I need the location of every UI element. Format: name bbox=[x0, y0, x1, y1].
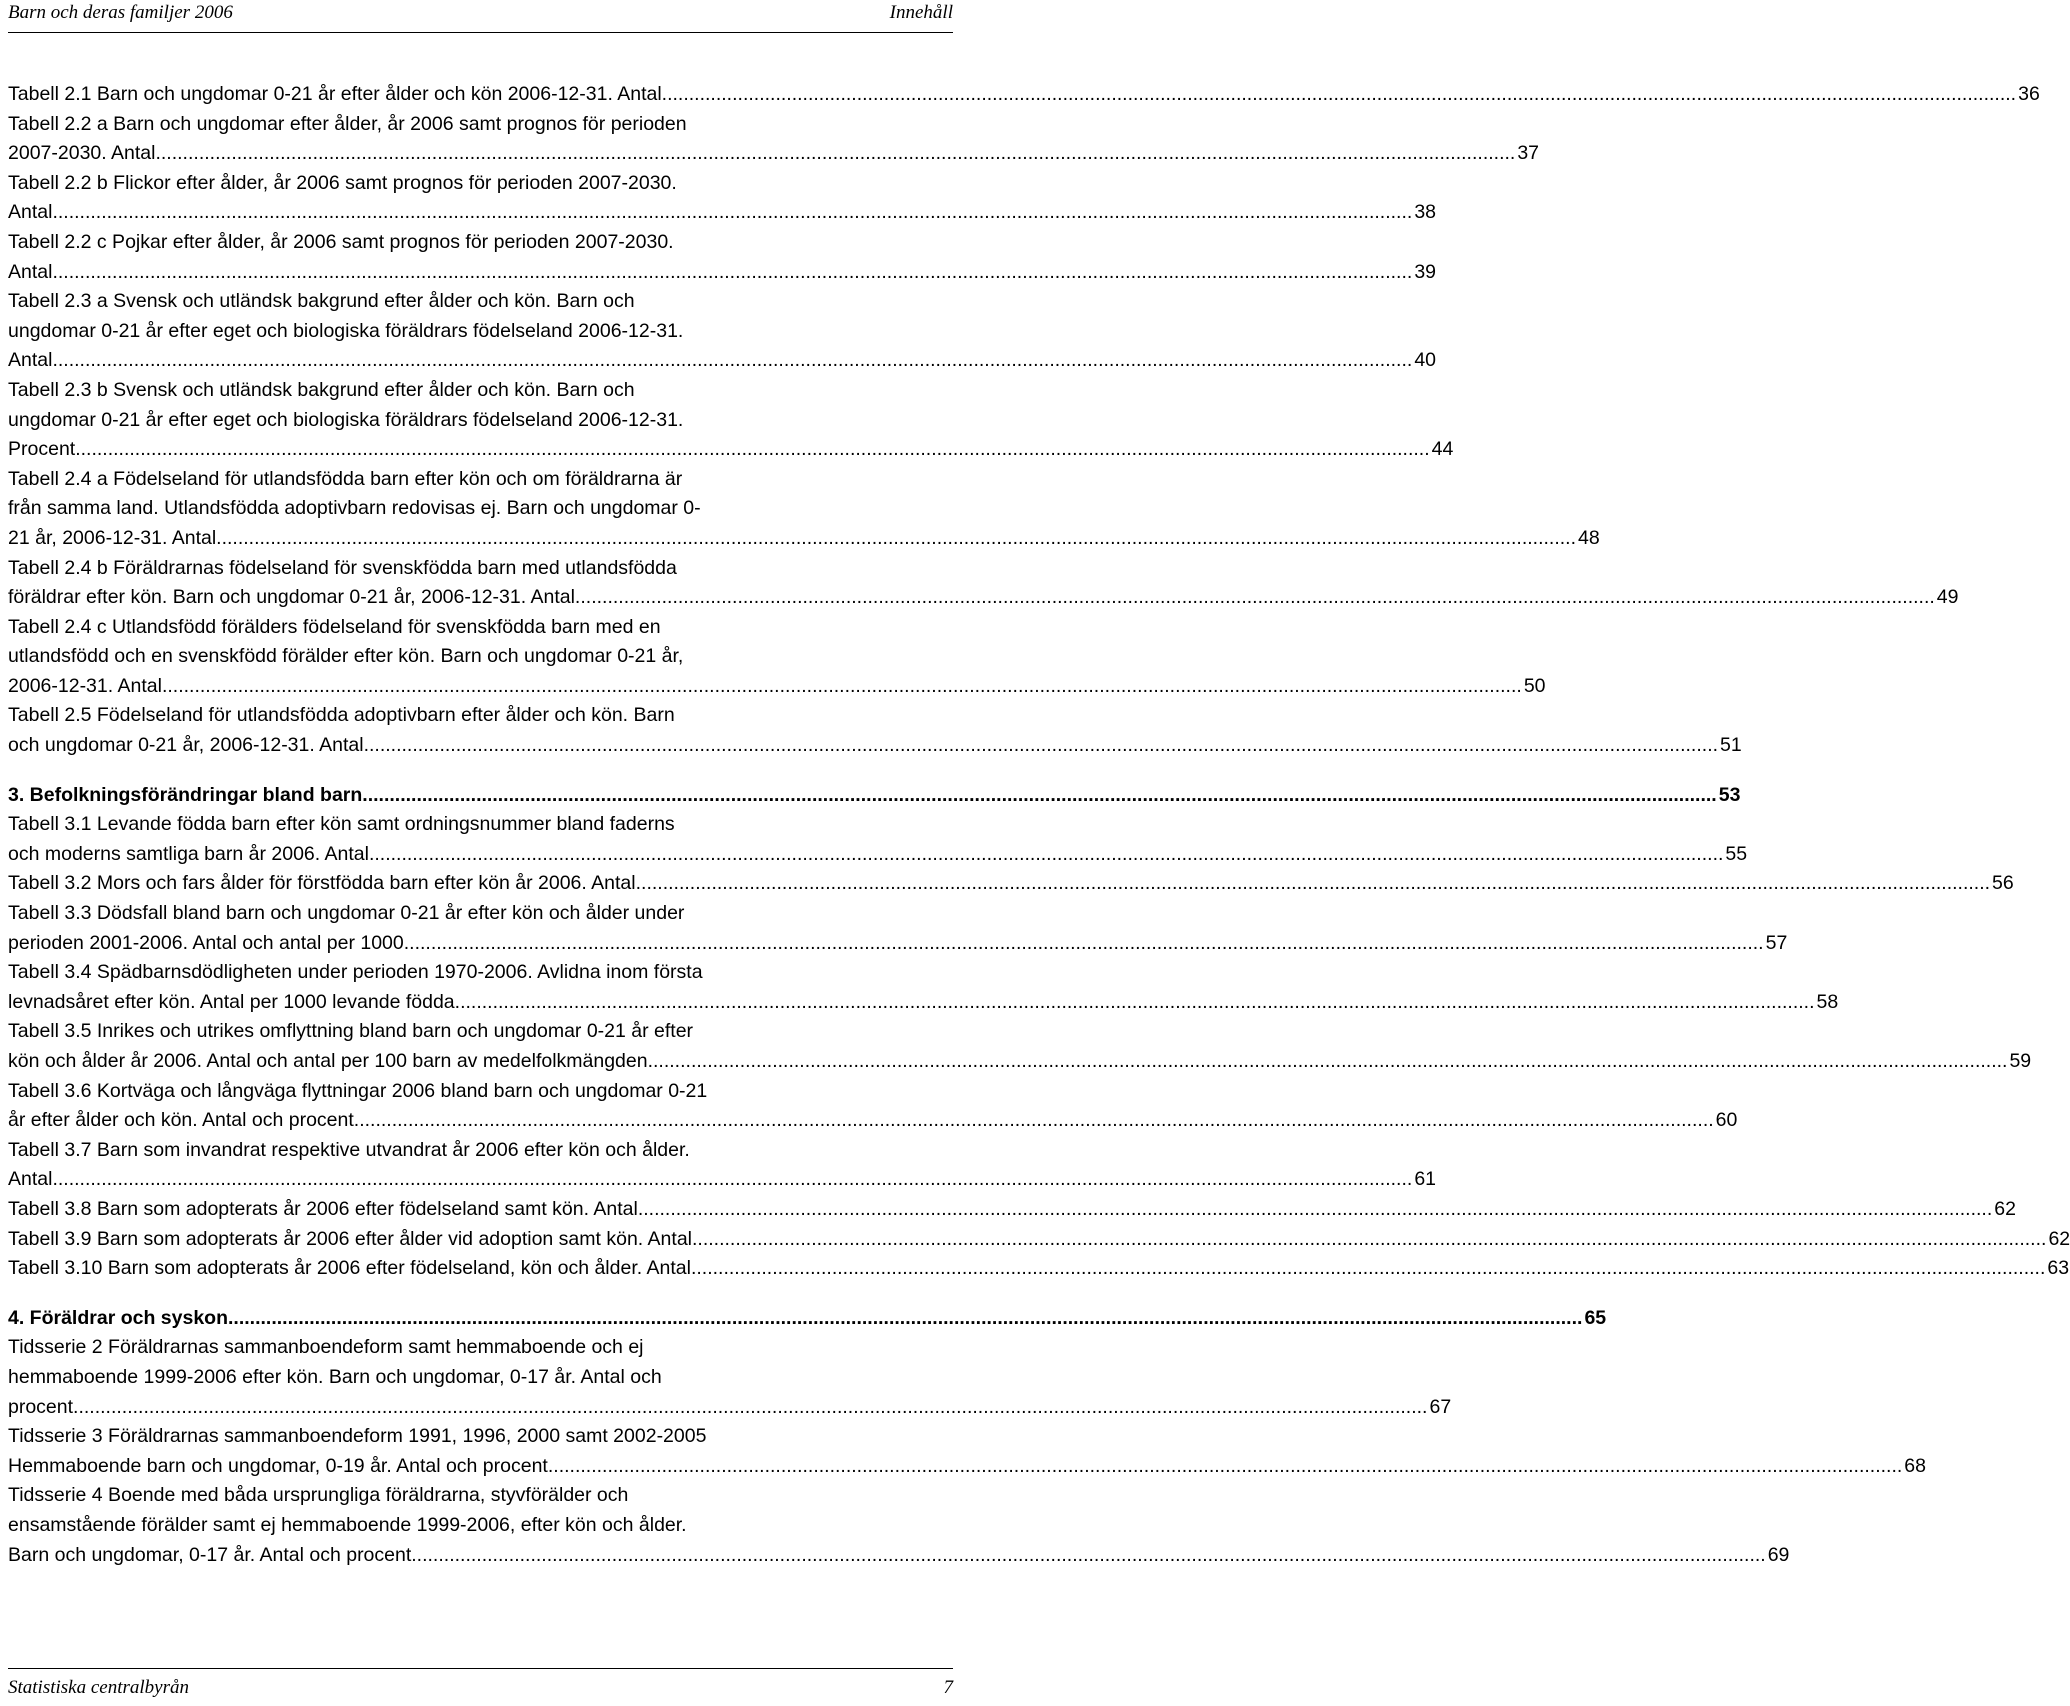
toc-entry-line: Tabell 3.1 Levande födda barn efter kön samt ordningsnummer bland faderns bbox=[8, 813, 675, 836]
toc-entry[interactable] bbox=[8, 899, 1788, 958]
toc-entry[interactable] bbox=[8, 465, 1600, 554]
toc-entry[interactable] bbox=[8, 554, 1959, 613]
toc-page-number: 63 bbox=[2047, 1257, 2070, 1280]
toc-entry-line: 3. Befolkningsförändringar bland barn bbox=[8, 783, 363, 806]
table-of-contents bbox=[8, 80, 2070, 1570]
toc-entry-line: 2007-2030. Antal. bbox=[8, 142, 161, 165]
toc-entry[interactable] bbox=[8, 958, 1839, 1017]
toc-entry[interactable] bbox=[8, 1254, 2070, 1284]
toc-leader-row bbox=[8, 139, 1540, 169]
toc-entry-line: 4. Föräldrar och syskon bbox=[8, 1306, 228, 1329]
toc-entry-line: Antal. bbox=[8, 349, 58, 372]
toc-entry[interactable] bbox=[8, 810, 1748, 869]
toc-leader-row bbox=[8, 840, 1748, 870]
toc-leader-row bbox=[8, 988, 1839, 1018]
toc-entry-line: Tabell 2.3 a Svensk och utländsk bakgrund efter ålder och kön. Barn och bbox=[8, 290, 635, 313]
page-header bbox=[8, 0, 953, 33]
toc-dot-leader: .......................................................................................................................................................................................................................................................... bbox=[75, 438, 1430, 461]
toc-entry[interactable] bbox=[8, 701, 1742, 760]
toc-page-number: 57 bbox=[1765, 931, 1788, 954]
toc-entry-line: perioden 2001-2006. Antal och antal per 1000. bbox=[8, 931, 410, 954]
toc-dot-leader: .......................................................................................................................................................................................................................................................... bbox=[221, 526, 1577, 549]
toc-dot-leader: .......................................................................................................................................................................................................................................................... bbox=[409, 931, 1764, 954]
toc-dot-leader: .......................................................................................................................................................................................................................................................... bbox=[57, 1168, 1413, 1191]
toc-entry-line: Tabell 3.2 Mors och fars ålder för förstfödda barn efter kön år 2006. Antal bbox=[8, 872, 636, 895]
toc-entry-line: utlandsfödd och en svenskfödd förälder efter kön. Barn och ungdomar 0-21 år, bbox=[8, 645, 684, 668]
toc-entry-line: Procent bbox=[8, 438, 76, 461]
toc-entry-line: Tabell 3.5 Inrikes och utrikes omflyttning bland barn och ungdomar 0-21 år efter bbox=[8, 1020, 694, 1043]
toc-dot-leader: .......................................................................................................................................................................................................................................................... bbox=[362, 783, 1717, 806]
toc-entry[interactable] bbox=[8, 1195, 2016, 1225]
toc-leader-row bbox=[8, 1393, 1452, 1423]
toc-leader-row bbox=[8, 80, 2040, 110]
toc-page-number: 53 bbox=[1718, 783, 1741, 806]
toc-entry-line: och ungdomar 0-21 år, 2006-12-31. Antal bbox=[8, 734, 364, 757]
toc-entry-line: Tabell 2.4 c Utlandsfödd förälders födelseland för svenskfödda barn med en bbox=[8, 615, 661, 638]
toc-entry-line: Barn och ungdomar, 0-17 år. Antal och procent bbox=[8, 1543, 412, 1566]
toc-page-number: 58 bbox=[1816, 990, 1839, 1013]
toc-dot-leader: .......................................................................................................................................................................................................................................................... bbox=[57, 349, 1413, 372]
toc-dot-leader: .......................................................................................................................................................................................................................................................... bbox=[228, 1306, 1583, 1329]
toc-entry[interactable] bbox=[8, 1017, 2032, 1076]
toc-page-number: 65 bbox=[1584, 1306, 1607, 1329]
toc-entry-line: år efter ålder och kön. Antal och procent. bbox=[8, 1109, 360, 1132]
toc-page-number: 62 bbox=[1994, 1197, 2016, 1220]
toc-entry-line: ungdomar 0-21 år efter eget och biologiska föräldrars födelseland 2006-12-31. bbox=[8, 408, 684, 431]
toc-leader-row bbox=[8, 1254, 2070, 1284]
toc-page-number: 48 bbox=[1578, 526, 1600, 549]
toc-entry[interactable] bbox=[8, 869, 2014, 899]
toc-entry-line: ungdomar 0-21 år efter eget och biologiska föräldrars födelseland 2006-12-31. bbox=[8, 319, 684, 342]
toc-leader-row bbox=[8, 435, 1454, 465]
toc-page-number: 62 bbox=[2048, 1227, 2070, 1250]
toc-dot-leader: .......................................................................................................................................................................................................................................................... bbox=[690, 1257, 2046, 1280]
toc-dot-leader: .......................................................................................................................................................................................................................................................... bbox=[368, 842, 1724, 865]
toc-entry-line: Tabell 2.1 Barn och ungdomar 0-21 år efter ålder och kön 2006-12-31. Antal bbox=[8, 83, 662, 105]
toc-section-heading[interactable] bbox=[8, 781, 1741, 811]
toc-dot-leader: .......................................................................................................................................................................................................................................................... bbox=[167, 674, 1522, 697]
toc-dot-leader: .......................................................................................................................................................................................................................................................... bbox=[653, 1050, 2008, 1072]
toc-page-number: 37 bbox=[1517, 142, 1540, 165]
page-number: 7 bbox=[943, 1677, 953, 1698]
toc-dot-leader: .......................................................................................................................................................................................................................................................... bbox=[637, 1197, 1993, 1220]
toc-page-number: 67 bbox=[1429, 1395, 1452, 1418]
toc-entry[interactable] bbox=[8, 110, 1540, 169]
toc-entry-line: från samma land. Utlandsfödda adoptivbarn redovisas ej. Barn och ungdomar 0- bbox=[8, 497, 701, 520]
toc-entry-line: Tabell 2.5 Födelseland för utlandsfödda adoptivbarn efter ålder och kön. Barn bbox=[8, 704, 675, 727]
toc-page-number: 61 bbox=[1414, 1168, 1437, 1191]
toc-page-number: 40 bbox=[1414, 349, 1437, 372]
toc-entry-line: Tabell 3.8 Barn som adopterats år 2006 efter födelseland samt kön. Antal bbox=[8, 1197, 638, 1220]
toc-entry[interactable] bbox=[8, 1077, 1738, 1136]
toc-dot-leader: .......................................................................................................................................................................................................................................................... bbox=[57, 201, 1413, 224]
toc-entry[interactable] bbox=[8, 169, 1437, 228]
toc-page-number: 59 bbox=[2009, 1050, 2032, 1072]
toc-dot-leader: .......................................................................................................................................................................................................................................................... bbox=[411, 1543, 1766, 1566]
toc-entry[interactable] bbox=[8, 376, 1454, 465]
toc-entry-line: Hemmaboende barn och ungdomar, 0-19 år. Antal och procent bbox=[8, 1454, 548, 1477]
toc-leader-row bbox=[8, 1195, 2016, 1225]
toc-dot-leader: .......................................................................................................................................................................................................................................................... bbox=[547, 1454, 1903, 1477]
toc-entry[interactable] bbox=[8, 1333, 1452, 1422]
toc-page-number: 39 bbox=[1414, 260, 1437, 283]
toc-entry-line: och moderns samtliga barn år 2006. Antal bbox=[8, 842, 369, 865]
toc-dot-leader: .......................................................................................................................................................................................................................................................... bbox=[635, 872, 1991, 895]
toc-entry[interactable] bbox=[8, 1136, 1437, 1195]
toc-entry-line: Tabell 3.10 Barn som adopterats år 2006 efter födelseland, kön och ålder. Antal bbox=[8, 1257, 691, 1280]
toc-leader-row bbox=[8, 583, 1959, 613]
toc-leader-row bbox=[8, 869, 2014, 899]
toc-leader-row bbox=[8, 672, 1546, 702]
toc-entry-line: ensamstående förälder samt ej hemmaboende 1999-2006, efter kön och ålder. bbox=[8, 1513, 687, 1536]
toc-entry-line: Antal. bbox=[8, 1168, 58, 1191]
toc-leader-row bbox=[8, 929, 1788, 959]
toc-dot-leader: .......................................................................................................................................................................................................................................................... bbox=[73, 1395, 1428, 1418]
toc-page-number: 49 bbox=[1936, 586, 1959, 609]
toc-leader-row bbox=[8, 346, 1437, 376]
toc-entry-line: Tabell 2.2 c Pojkar efter ålder, år 2006 samt prognos för perioden 2007-2030. bbox=[8, 230, 674, 253]
toc-entry-line: Tidsserie 3 Föräldrarnas sammanboendeform 1991, 1996, 2000 samt 2002-2005 bbox=[8, 1425, 707, 1448]
toc-leader-row bbox=[8, 731, 1742, 761]
toc-entry-line: föräldrar efter kön. Barn och ungdomar 0-21 år, 2006-12-31. Antal. bbox=[8, 586, 581, 609]
toc-entry-line: Tabell 3.3 Dödsfall bland barn och ungdomar 0-21 år efter kön och ålder under bbox=[8, 902, 685, 925]
toc-page-number: 56 bbox=[1992, 872, 2014, 895]
toc-entry-line: 2006-12-31. Antal. bbox=[8, 674, 168, 697]
toc-entry-line: 21 år, 2006-12-31. Antal. bbox=[8, 526, 222, 549]
toc-page-number: 50 bbox=[1523, 674, 1546, 697]
toc-entry-line: levnadsåret efter kön. Antal per 1000 levande födda. bbox=[8, 990, 461, 1013]
toc-dot-leader: .......................................................................................................................................................................................................................................................... bbox=[661, 83, 2017, 105]
toc-dot-leader: .......................................................................................................................................................................................................................................................... bbox=[359, 1109, 1714, 1132]
toc-entry-line: Tabell 3.4 Spädbarnsdödligheten under perioden 1970-2006. Avlidna inom första bbox=[8, 961, 703, 984]
toc-leader-row bbox=[8, 1106, 1738, 1136]
toc-dot-leader: .......................................................................................................................................................................................................................................................... bbox=[363, 734, 1719, 757]
toc-leader-row bbox=[8, 1047, 2032, 1077]
toc-entry-line: procent bbox=[8, 1395, 74, 1418]
toc-page-number: 68 bbox=[1904, 1454, 1926, 1477]
toc-entry-line: Tabell 3.7 Barn som invandrat respektive utvandrat år 2006 efter kön och ålder. bbox=[8, 1138, 690, 1161]
toc-entry[interactable] bbox=[8, 1422, 1926, 1481]
toc-entry[interactable] bbox=[8, 287, 1437, 376]
toc-page-number: 36 bbox=[2018, 83, 2040, 105]
toc-leader-row bbox=[8, 258, 1437, 288]
toc-entry-line: Tabell 3.6 Kortväga och långväga flyttningar 2006 bland barn och ungdomar 0-21 bbox=[8, 1079, 708, 1102]
page-footer bbox=[8, 1668, 953, 1703]
toc-page-number: 69 bbox=[1767, 1543, 1790, 1566]
toc-leader-row bbox=[8, 524, 1600, 554]
document-title: Barn och deras familjer 2006 bbox=[8, 2, 233, 23]
toc-entry-line: Antal. bbox=[8, 260, 58, 283]
toc-leader-row bbox=[8, 1165, 1437, 1195]
toc-leader-row bbox=[8, 198, 1437, 228]
toc-entry-line: Tabell 3.9 Barn som adopterats år 2006 efter ålder vid adoption samt kön. Antal bbox=[8, 1227, 692, 1250]
toc-leader-row bbox=[8, 1541, 1790, 1571]
toc-entry-line: Antal. bbox=[8, 201, 58, 224]
toc-entry[interactable] bbox=[8, 613, 1546, 702]
toc-entry-line: Tabell 2.4 a Födelseland för utlandsfödda barn efter kön och om föräldrarna är bbox=[8, 467, 683, 490]
toc-entry-line: Tabell 2.2 a Barn och ungdomar efter ålder, år 2006 samt prognos för perioden bbox=[8, 112, 687, 135]
publisher-name: Statistiska centralbyrån bbox=[8, 1677, 190, 1698]
toc-leader-row bbox=[8, 1225, 2070, 1255]
toc-dot-leader: .......................................................................................................................................................................................................................................................... bbox=[692, 1227, 2047, 1250]
toc-entry-line: kön och ålder år 2006. Antal och antal per 100 barn av medelfolkmängden. bbox=[8, 1050, 654, 1072]
toc-page-number: 44 bbox=[1431, 438, 1454, 461]
toc-entry-line: Tabell 2.3 b Svensk och utländsk bakgrund efter ålder och kön. Barn och bbox=[8, 378, 635, 401]
toc-entry[interactable] bbox=[8, 1481, 1790, 1570]
toc-entry[interactable] bbox=[8, 1225, 2070, 1255]
toc-dot-leader: .......................................................................................................................................................................................................................................................... bbox=[57, 260, 1413, 283]
toc-leader-row bbox=[8, 781, 1741, 811]
toc-page-number: 60 bbox=[1715, 1109, 1738, 1132]
toc-section-heading[interactable] bbox=[8, 1304, 1607, 1334]
toc-leader-row bbox=[8, 1304, 1607, 1334]
toc-leader-row bbox=[8, 1452, 1926, 1482]
toc-dot-leader: .......................................................................................................................................................................................................................................................... bbox=[460, 990, 1815, 1013]
toc-page-number: 55 bbox=[1725, 842, 1748, 865]
toc-entry-line: Tidsserie 4 Boende med båda ursprungliga föräldrarna, styvförälder och bbox=[8, 1484, 629, 1507]
toc-entry-line: hemmaboende 1999-2006 efter kön. Barn och ungdomar, 0-17 år. Antal och bbox=[8, 1365, 662, 1388]
toc-entry-line: Tidsserie 2 Föräldrarnas sammanboendeform samt hemmaboende och ej bbox=[8, 1336, 644, 1359]
toc-entry[interactable] bbox=[8, 228, 1437, 287]
toc-dot-leader: .......................................................................................................................................................................................................................................................... bbox=[160, 142, 1516, 165]
toc-page-number: 51 bbox=[1720, 734, 1742, 757]
toc-entry-line: Tabell 2.4 b Föräldrarnas födelseland för svenskfödda barn med utlandsfödda bbox=[8, 556, 677, 579]
toc-dot-leader: .......................................................................................................................................................................................................................................................... bbox=[580, 586, 1935, 609]
section-name: Innehåll bbox=[889, 2, 953, 23]
toc-page-number: 38 bbox=[1414, 201, 1437, 224]
toc-entry[interactable] bbox=[8, 80, 2040, 110]
toc-entry-line: Tabell 2.2 b Flickor efter ålder, år 2006 samt prognos för perioden 2007-2030. bbox=[8, 171, 677, 194]
